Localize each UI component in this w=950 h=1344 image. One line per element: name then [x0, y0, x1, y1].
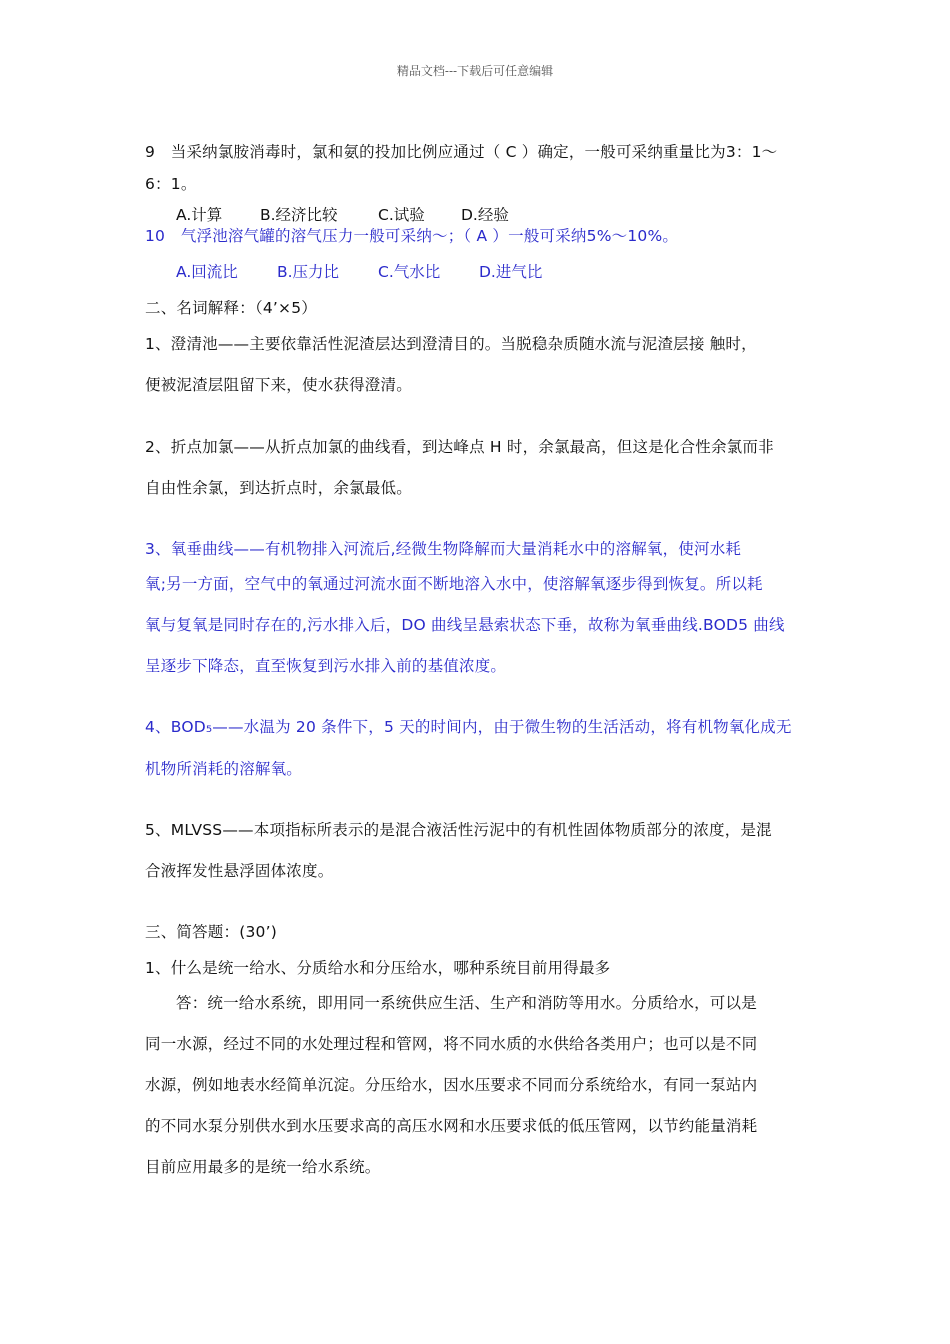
term3-line2: 氧;另一方面，空气中的氧通过河流水面不断地溶入水中，使溶解氧逐步得到恢复。所以耗 — [145, 575, 763, 593]
term5-line1: 5、MLVSS——本项指标所表示的是混合液活性污泥中的有机性固体物质部分的浓度，是混 — [145, 821, 772, 839]
section3-question: 1、什么是统一给水、分质给水和分压给水，哪种系统目前用得最多 — [145, 959, 611, 977]
q10-option-a: A.回流比 — [176, 263, 238, 281]
q10-line1: 10 气浮池溶气罐的溶气压力一般可采纳～；（ A ）一般可采纳5%～10%。 — [145, 227, 679, 245]
answer-line5: 目前应用最多的是统一给水系统。 — [145, 1158, 381, 1176]
term4-line2: 机物所消耗的溶解氧。 — [145, 760, 303, 778]
section2-title: 二、名词解释：（4’×5） — [145, 299, 317, 317]
q9-option-a: A.计算 — [176, 206, 223, 224]
q10-option-b: B.压力比 — [277, 263, 340, 281]
term5-line2: 合液挥发性悬浮固体浓度。 — [145, 862, 334, 880]
term3-line4: 呈逐步下降态，直至恢复到污水排入前的基值浓度。 — [145, 657, 507, 675]
term2-line1: 2、折点加氯——从折点加氯的曲线看，到达峰点 H 时，余氯最高，但这是化合性余氯而非 — [145, 438, 774, 456]
q9-option-d: D.经验 — [461, 206, 509, 224]
section3-title: 三、简答题：(30’) — [145, 923, 277, 941]
answer-line2: 同一水源，经过不同的水处理过程和管网，将不同水质的水供给各类用户；也可以是不同 — [145, 1035, 758, 1053]
q9-line2: 6：1。 — [145, 175, 197, 193]
q9-line1: 9 当采纳氯胺消毒时，氯和氨的投加比例应通过（ C ）确定，一般可采纳重量比为3：1～ — [145, 143, 778, 161]
q9-option-b: B.经济比较 — [260, 206, 338, 224]
term2-line2: 自由性余氯，到达折点时，余氯最低。 — [145, 479, 412, 497]
term3-line1: 3、氧垂曲线——有机物排入河流后,经微生物降解而大量消耗水中的溶解氧，使河水耗 — [145, 540, 742, 558]
term1-line2: 便被泥渣层阻留下来，使水获得澄清。 — [145, 376, 412, 394]
term4-line1: 4、BOD₅——水温为 20 条件下，5 天的时间内，由于微生物的生活活动，将有机物氧化成无 — [145, 718, 792, 736]
q10-option-d: D.进气比 — [479, 263, 543, 281]
answer-line4: 的不同水泵分别供水到水压要求高的高压水网和水压要求低的低压管网，以节约能量消耗 — [145, 1117, 758, 1135]
answer-line3: 水源，例如地表水经简单沉淀。分压给水，因水压要求不同而分系统给水，有同一泵站内 — [145, 1076, 758, 1094]
q10-option-c: C.气水比 — [378, 263, 441, 281]
term1-line1: 1、澄清池——主要依靠活性泥渣层达到澄清目的。当脱稳杂质随水流与泥渣层接 触时， — [145, 335, 757, 353]
page-header: 精品文档---下载后可任意编辑 — [396, 64, 554, 78]
term3-line3: 氧与复氧是同时存在的,污水排入后，DO 曲线呈悬索状态下垂，故称为氧垂曲线.BOD5 曲线 — [145, 616, 785, 634]
answer-line1: 答：统一给水系统，即用同一系统供应生活、生产和消防等用水。分质给水，可以是 — [176, 994, 757, 1012]
q9-option-c: C.试验 — [378, 206, 425, 224]
